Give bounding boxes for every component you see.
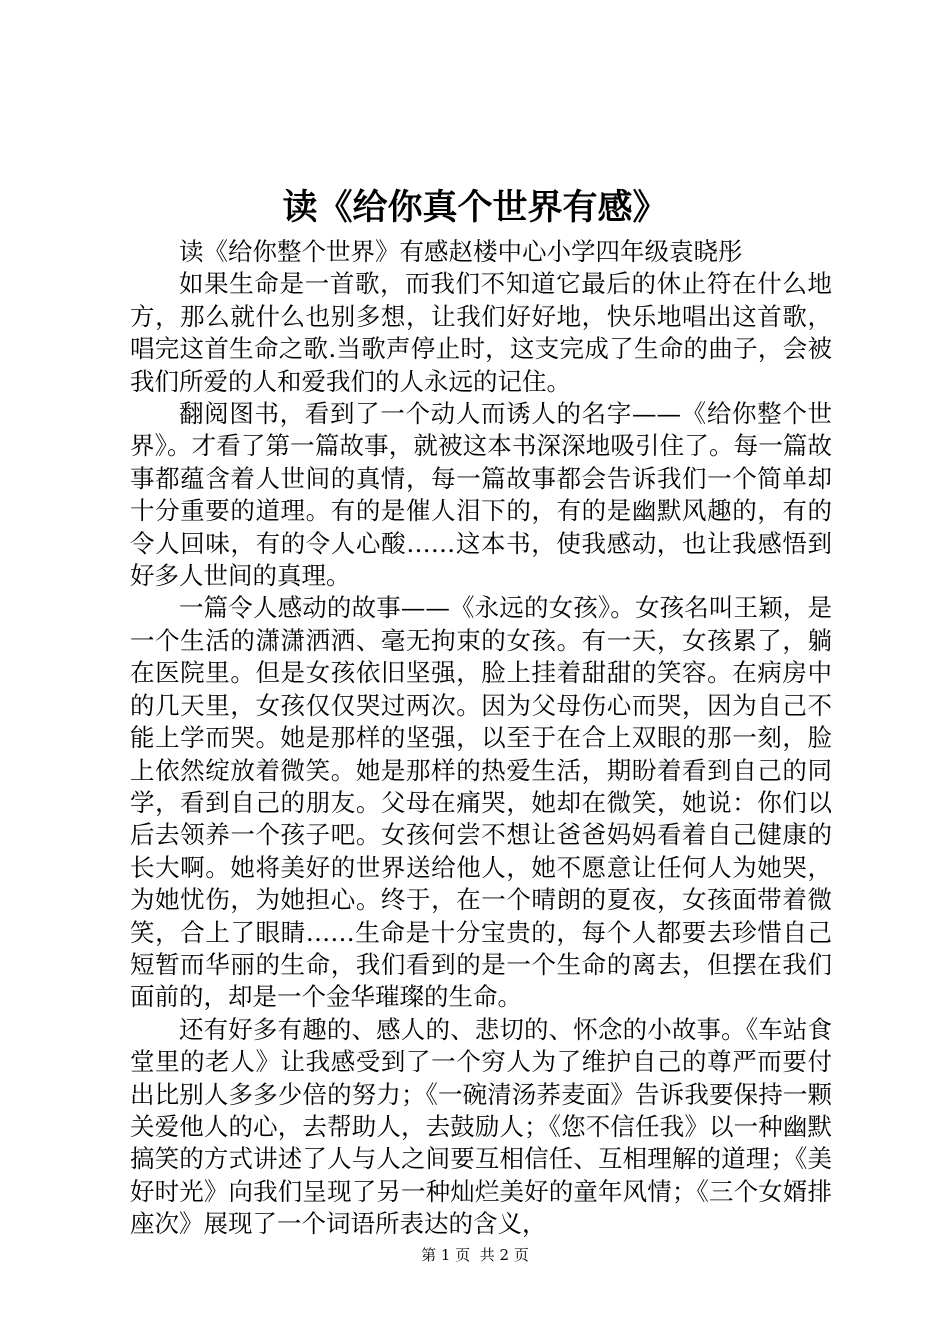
paragraph: 还有好多有趣的、感人的、悲切的、怀念的小故事。《车站食堂里的老人》让我感受到了一个穷人为了维护自己的尊严而要付出比别人多多少倍的努力；《一碗清汤荞麦面》告诉我要保持一颗关爱他人的心，去帮助人，去鼓励人；《您不信任我》以一种幽默搞笑的方式讲述了人与人之间要互相信任、互相理解的道理；《美好时光》向我们呈现了另一种灿烂美好的童年风情；《三个女婿排座次》展现了一个词语所表达的含义， — [130, 1014, 832, 1239]
paragraph: 翻阅图书，看到了一个动人而诱人的名字——《给你整个世界》。才看了第一篇故事，就被这本书深深地吸引住了。每一篇故事都蕴含着人世间的真情，每一篇故事都会告诉我们一个简单却十分重要的道理。有的是催人泪下的，有的是幽默风趣的，有的令人回味，有的令人心酸……这本书，使我感动，也让我感悟到好多人世间的真理。 — [130, 399, 832, 591]
paragraph-byline: 读《给你整个世界》有感赵楼中心小学四年级袁晓彤 — [179, 237, 743, 266]
page-footer — [0, 1245, 950, 1265]
page-number-label: 第 1 页 共 2 页 — [421, 1246, 529, 1264]
document-body — [130, 236, 832, 1241]
page-title: 读《给你真个世界有感》 — [282, 187, 668, 228]
paragraph: 一篇令人感动的故事——《永远的女孩》。女孩名叫王颖，是一个生活的潇潇洒洒、毫无拘束的女孩。有一天，女孩累了，躺在医院里。但是女孩依旧坚强，脸上挂着甜甜的笑容。在病房中的几天里，女孩仅仅哭过两次。因为父母伤心而哭，因为自己不能上学而哭。她是那样的坚强，以至于在合上双眼的那一刻，脸上依然绽放着微笑。她是那样的热爱生活，期盼着看到自己的同学，看到自己的朋友。父母在痛哭，她却在微笑，她说：你们以后去领养一个孩子吧。女孩何尝不想让爸爸妈妈看着自己健康的长大啊。她将美好的世界送给他人，她不愿意让任何人为她哭，为她忧伤，为她担心。终于，在一个晴朗的夏夜，女孩面带着微笑，合上了眼睛……生命是十分宝贵的，每个人都要去珍惜自己短暂而华丽的生命，我们看到的是一个生命的离去，但摆在我们面前的，却是一个金华璀璨的生命。 — [130, 593, 832, 1012]
paragraph: 如果生命是一首歌，而我们不知道它最后的休止符在什么地方，那么就什么也别多想，让我们好好地，快乐地唱出这首歌，唱完这首生命之歌.当歌声停止时，这支完成了生命的曲子，会被我们所爱的人和爱我们的人永远的记住。 — [130, 269, 832, 396]
